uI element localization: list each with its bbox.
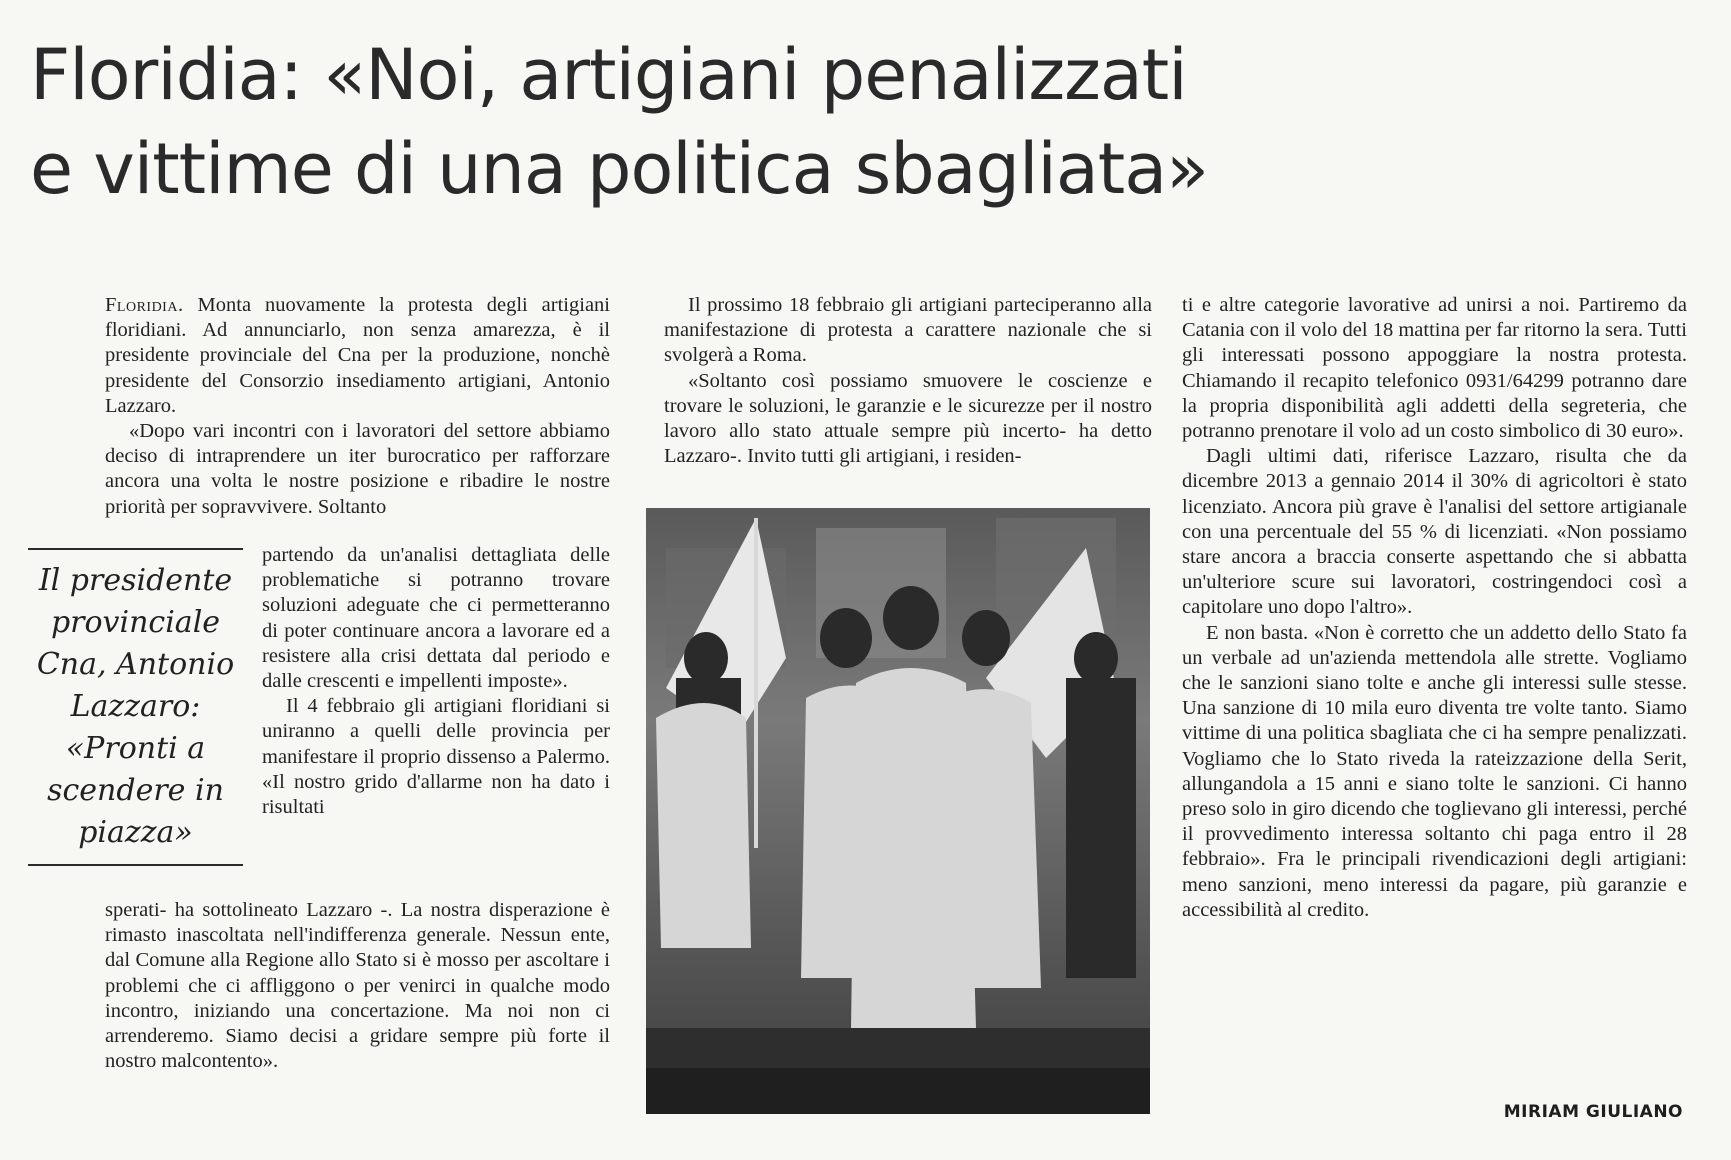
lead-text: Monta nuovamente la protesta degli artigiani floridiani. Ad annunciarlo, non senza amarezza, è il presidente provinciale del Cna per la produzione, nonchè presidente del Consorzio insediamento artigiani, Antonio Lazzaro. [105, 294, 610, 417]
pullquote-box [28, 548, 243, 866]
headline-line-1: Floridia: «Noi, artigiani penalizzati [30, 34, 1187, 116]
dateline: Floridia. [105, 294, 184, 316]
protest-photo-image [646, 508, 1150, 1114]
column-3 [1182, 293, 1687, 923]
paragraph: «Dopo vari incontri con i lavoratori del settore abbiamo deciso di intraprendere un iter burocratico per rafforzare ancora una volta le nostre posizione e ribadire le nostre priorità per sopravvivere. Soltanto [105, 420, 610, 518]
column-1-top [105, 293, 610, 520]
byline: MIRIAM GIULIANO [1503, 1102, 1683, 1122]
pullquote-rule-top [28, 548, 243, 550]
paragraph: ti e altre categorie lavorative ad unirsi a noi. Partiremo da Catania con il volo del 18 mattina per far ritorno la sera. Tutti gli interessati possono appoggiare la nostra protesta. Chiamando il recapito telefonico 0931/64299 potranno dare la propria disponibilità agli addetti della segreteria, che potranno prenotare il volo ad un costo simbolico di 30 euro». [1182, 294, 1687, 443]
headline [30, 28, 1710, 216]
paragraph: «Soltanto così possiamo smuovere le coscienze e trovare le soluzioni, le garanzie e le sicurezze per il nostro lavoro allo stato attuale sempre più incerto- ha detto Lazzaro-. Invito tutti gli artigiani, i residen- [664, 369, 1152, 468]
column-2 [664, 293, 1152, 469]
paragraph: Il prossimo 18 febbraio gli artigiani parteciperanno alla manifestazione di protesta a carattere nazionale che si svolgerà a Roma. [664, 294, 1152, 367]
paragraph: E non basta. «Non è corretto che un addetto dello Stato fa un verbale ad un'azienda mettendola alle strette. Vogliamo che le sanzioni siano tolte e anche gli interessi sulle stesse. Una sanzione di 10 mila euro diventa tre volte tanto. Siamo vittime di una politica sbagliata che ci ha sempre penalizzati. Vogliamo che lo Stato riveda la rateizzazione della Serit, allungandola a 15 anni e siano tolte le sanzioni. Ci hanno preso solo in giro dicendo che toglievano gli interessi, perché il provvedimento interessa soltanto chi paga entro il 28 febbraio». Fra le principali rivendicazioni degli artigiani: meno sanzioni, meno interessi da pagare, più garanzie e accessibilità al credito. [1182, 621, 1687, 921]
paragraph: Dagli ultimi dati, riferisce Lazzaro, risulta che da dicembre 2013 a gennaio 2014 il 30% di agricoltori è stato licenziato. Ancora più grave è l'analisi del settore artigianale con una percentuale del 55 % di licenziati. «Non possiamo stare ancora a braccia conserte aspettando che si abbatta un'ulteriore scure sui lavoratori, costringendoci così a capitolare uno dopo l'altro». [1182, 445, 1687, 619]
protest-photo [646, 508, 1150, 1114]
pullquote: Il presidente provinciale Cna, Antonio Lazzaro: «Pronti a scendere in piazza» [36, 563, 235, 850]
paragraph: partendo da un'analisi dettagliata delle problematiche si potranno trovare soluzioni adeguate che ci permetteranno di poter continuare ancora a lavorare ed a resistere alla crisi dettata dal periodo e dalle crescenti e impellenti imposte». [262, 544, 610, 693]
pullquote-rule-bottom [28, 864, 243, 866]
headline-line-2: e vittime di una politica sbagliata» [30, 128, 1208, 210]
column-1-wrap [262, 543, 610, 820]
paragraph: sperati- ha sottolineato Lazzaro -. La nostra disperazione è rimasto inascoltata nell'indifferenza generale. Nessun ente, dal Comune alla Regione allo Stato si è mosso per ascoltare i problemi che ci affliggono o per venirci in qualche modo incontro, iniziando una concertazione. Ma noi non ci arrenderemo. Siamo decisi a gridare sempre più forte il nostro malcontento». [105, 899, 610, 1073]
paragraph: Il 4 febbraio gli artigiani floridiani si uniranno a quelli delle provincia per manifestare il proprio dissenso a Palermo. «Il nostro grido d'allarme non ha dato i risultati [262, 695, 610, 819]
paragraph-lead [105, 293, 610, 419]
column-1-bottom [105, 898, 610, 1074]
